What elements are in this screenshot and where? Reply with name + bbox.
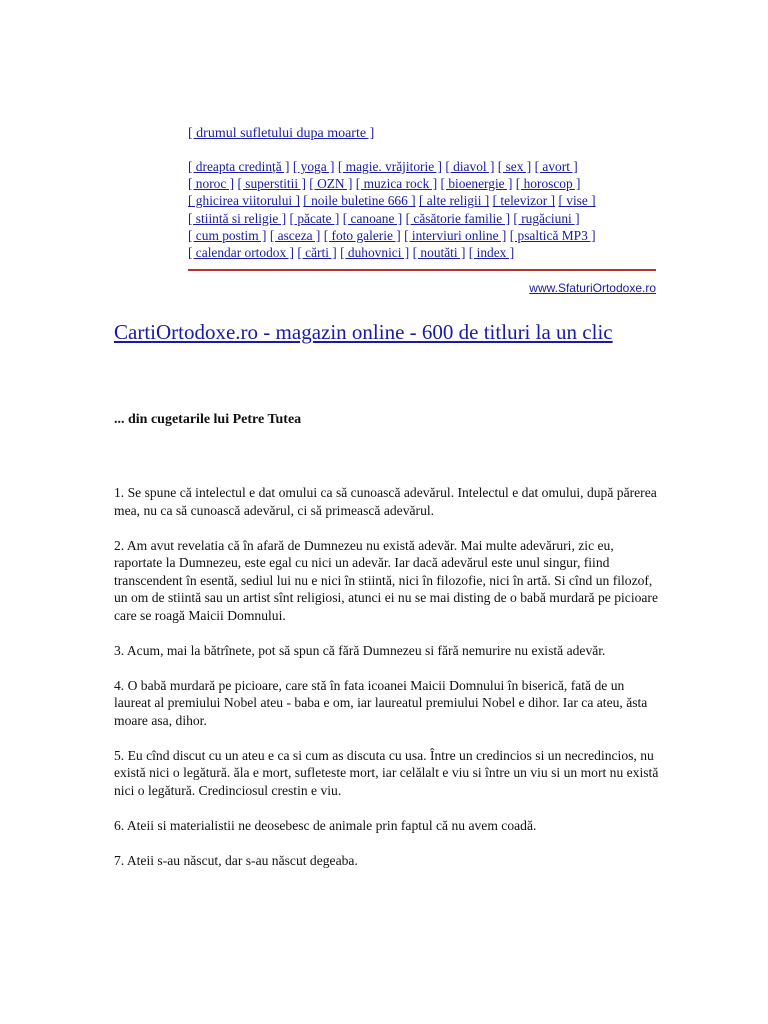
nav-link[interactable]: [ noutăti ] (412, 245, 466, 261)
nav-row (188, 192, 658, 209)
nav-link[interactable]: [ rugăciuni ] (513, 210, 580, 226)
nav-link[interactable]: [ vise ] (558, 193, 596, 209)
nav-link[interactable]: [ magie. vrăjitorie ] (337, 159, 442, 174)
nav-link[interactable]: [ căsătorie familie ] (405, 210, 511, 226)
nav-link[interactable]: [ asceza ] (269, 227, 321, 243)
nav-row (188, 158, 658, 175)
nav-row (188, 227, 658, 244)
quote-paragraph: 7. Ateii s-au născut, dar s-au născut degeaba. (114, 852, 358, 868)
nav-link[interactable]: [ psaltică MP3 ] (509, 227, 596, 243)
nav-link[interactable]: [ bioenergie ] (440, 176, 513, 192)
promo-link-bookstore[interactable]: CartiOrtodoxe.ro - magazin online - 600 de titluri la un clic (114, 320, 613, 344)
site-link-sfaturi[interactable]: www.SfaturiOrtodoxe.ro (529, 281, 656, 295)
nav-link[interactable]: [ index ] (468, 245, 515, 261)
quote-paragraph: 3. Acum, mai la bătrînete, pot să spun că fără Dumnezeu si fără nemurire nu există adevăr. (114, 642, 606, 658)
nav-link[interactable]: [ canoane ] (342, 210, 403, 226)
nav-link[interactable]: [ duhovnici ] (340, 245, 410, 261)
nav-link[interactable]: [ OZN ] (309, 176, 353, 192)
nav-link[interactable]: [ alte religii ] (418, 193, 490, 209)
nav-link[interactable]: [ noroc ] (188, 176, 235, 192)
nav-link[interactable]: [ interviuri online ] (404, 227, 507, 243)
nav-link[interactable]: [ sex ] (497, 159, 532, 174)
quote-paragraph: 6. Ateii si materialistii ne deosebesc de animale prin faptul că nu avem coadă. (114, 817, 537, 833)
nav-link[interactable]: [ calendar ortodox ] (188, 245, 294, 261)
quote-paragraph: 2. Am avut revelatia că în afară de Dumnezeu nu există adevăr. Mai multe adevăruri, zic eu, raportate la Dumnezeu, este egal cu nici un adevăr. Iar dacă adevărul este unul singur, fiind transcendent în esentă, sediul lui nu e nici în stiintă, nici în filozofie, nici în artă. Si cînd un filozof, un om de stiintă sau un artist sînt religiosi, atunci ei nu se mai disting de o babă murdară pe picioare care se roagă Maicii Domnului. (114, 537, 658, 623)
quote-paragraph: 1. Se spune că intelectul e dat omului ca să cunoască adevărul. Intelectul e dat omului, după părerea mea, nu ca să cunoască adevărul, ci să primească adevărul. (114, 485, 657, 518)
quote-paragraph: 5. Eu cînd discut cu un ateu e ca si cum as discuta cu usa. Între un credincios si un necredincios, nu există nici o legătură. ăla e mort, sufleteste mort, iar celălalt e viu si între un viu si un mort nu există nici o legătură. Credinciosul crestin e viu. (114, 747, 659, 798)
quotes-content (114, 484, 659, 887)
divider-line (188, 269, 656, 271)
nav-link[interactable]: [ dreapta credință ] (188, 159, 290, 174)
nav-link[interactable]: [ muzica rock ] (355, 176, 438, 192)
nav-link[interactable]: [ ghicirea viitorului ] (188, 193, 300, 209)
nav-link[interactable]: [ avort ] (534, 159, 578, 174)
nav-link[interactable]: [ diavol ] (445, 159, 495, 174)
nav-link[interactable]: [ horoscop ] (515, 176, 581, 192)
nav-link[interactable]: [ noile buletine 666 ] (303, 193, 416, 209)
nav-row (188, 175, 658, 192)
nav-link[interactable]: [ cum postim ] (188, 227, 267, 243)
nav-link[interactable]: [ cărti ] (297, 245, 337, 261)
nav-link[interactable]: [ păcate ] (289, 210, 340, 226)
nav-link[interactable]: [ yoga ] (292, 159, 335, 174)
category-navigation (188, 158, 658, 261)
page-heading: ... din cugetarile lui Petre Tutea (114, 412, 302, 427)
nav-link[interactable]: [ superstitii ] (237, 176, 306, 192)
nav-link[interactable]: [ televizor ] (492, 193, 556, 209)
top-link-soul-after-death[interactable]: [ drumul sufletului dupa moarte ] (188, 126, 375, 141)
nav-row (188, 210, 658, 227)
nav-link[interactable]: [ foto galerie ] (323, 227, 401, 243)
nav-link[interactable]: [ stiintă si religie ] (188, 210, 287, 226)
quote-paragraph: 4. O babă murdară pe picioare, care stă în fata icoanei Maicii Domnului în biserică, fată de un laureat al premiului Nobel ateu - baba e om, iar laureatul premiului Nobel e dihor. Iar ca ateu, ăsta moare asa, dihor. (114, 677, 648, 728)
nav-row (188, 244, 658, 261)
